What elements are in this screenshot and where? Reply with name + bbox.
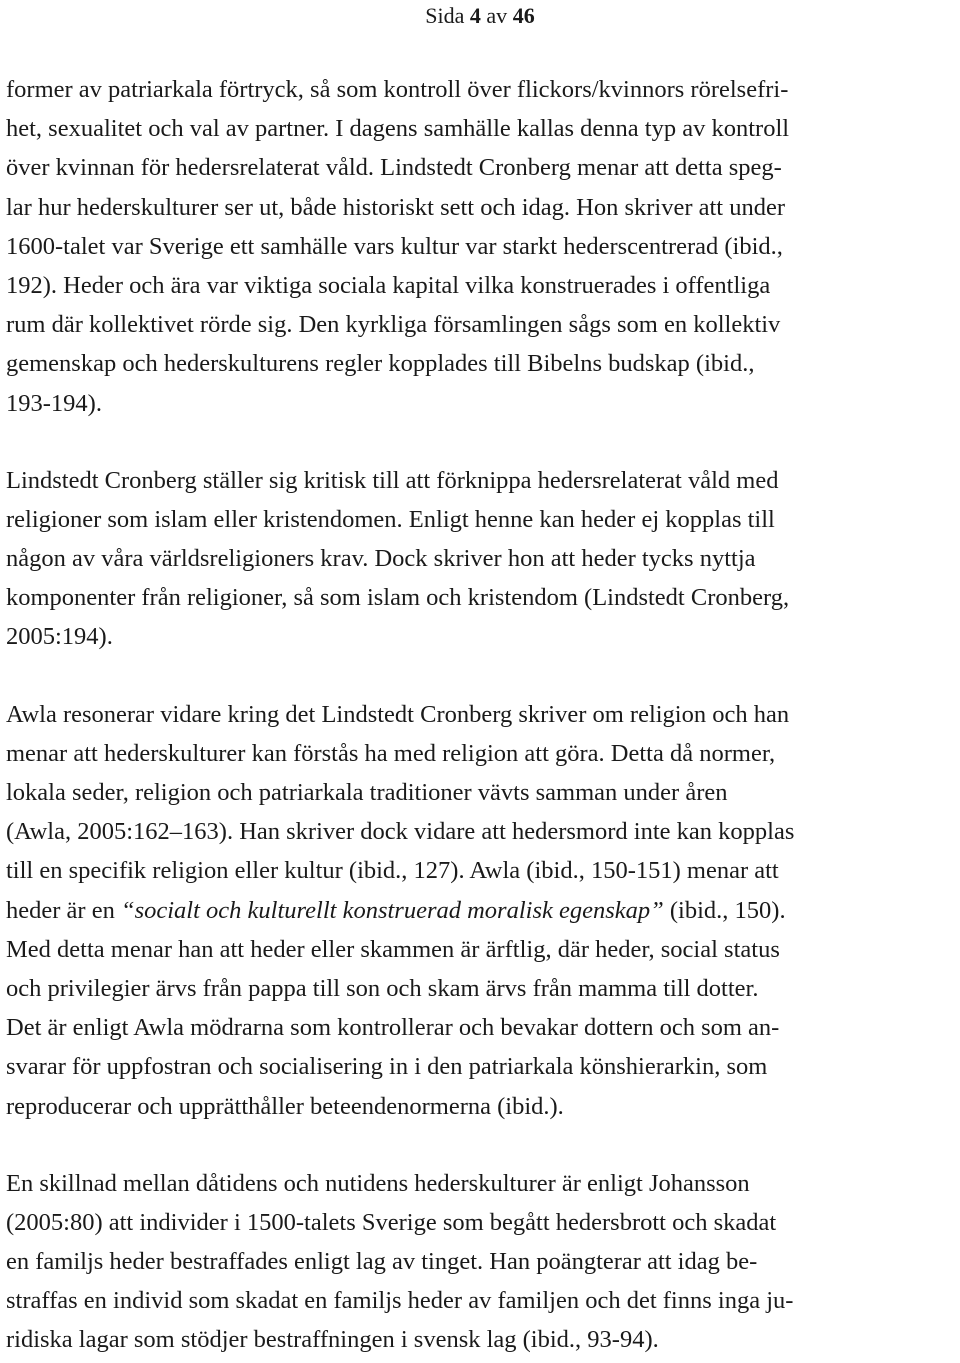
text-line: komponenter från religioner, så som islam och kristendom (Lindstedt Cronberg, — [6, 584, 790, 612]
text-line: Lindstedt Cronberg ställer sig kritisk till att förknippa hedersrelaterat våld med — [6, 466, 779, 494]
page-number-header — [0, 0, 960, 30]
text-line: En skillnad mellan dåtidens och nutidens hederskulturer är enligt Johansson — [6, 1169, 750, 1197]
text-line: menar att hederskulturer kan förstås ha med religion att göra. Detta då normer, — [6, 739, 776, 767]
text-line: svarar för uppfostran och socialisering in i den patriarkala könshierarkin, som — [6, 1053, 768, 1081]
text-line: Det är enligt Awla mödrarna som kontrollerar och bevakar dottern och som an- — [6, 1014, 780, 1042]
text-line: Med detta menar han att heder eller skammen är ärftlig, där heder, social status — [6, 935, 780, 963]
quote-line — [6, 891, 956, 930]
text-line: (Awla, 2005:162–163). Han skriver dock vidare att hedersmord inte kan kopplas — [6, 818, 795, 846]
text-line: 193-194). — [6, 389, 102, 417]
text-line: religioner som islam eller kristendomen. Enligt henne kan heder ej kopplas till — [6, 505, 775, 533]
text-line: lokala seder, religion och patriarkala traditioner vävts samman under åren — [6, 779, 728, 806]
paragraph-3 — [6, 695, 956, 1126]
text-line: 2005:194). — [6, 623, 113, 651]
paragraph-4 — [6, 1164, 956, 1360]
text-line: straffas en individ som skadat en familjs heder av familjen och det finns inga ju- — [6, 1287, 794, 1315]
text-line: någon av våra världsreligioners krav. Dock skriver hon att heder tycks nyttja — [6, 545, 756, 573]
text-line: 1600-talet var Sverige ett samhälle vars kultur var starkt hederscentrerad (ibid., — [6, 232, 783, 260]
quote-line-before: heder är en — [6, 896, 121, 924]
text-line: (2005:80) att individer i 1500-talets Sverige som begått hedersbrott och skadat — [6, 1208, 777, 1236]
text-line: över kvinnan för hedersrelaterat våld. Lindstedt Cronberg menar att detta speg- — [6, 154, 782, 182]
text-line: 192). Heder och ära var viktiga sociala kapital vilka konstruerades i offentliga — [6, 271, 771, 299]
text-line: en familjs heder bestraffades enligt lag av tinget. Han poängterar att idag be- — [6, 1248, 758, 1276]
page-label-separator: av — [480, 3, 513, 28]
current-page-number: 4 — [469, 3, 481, 28]
text-line: het, sexualitet och val av partner. I dagens samhälle kallas denna typ av kontroll — [6, 115, 790, 143]
text-line: gemenskap och hederskulturens regler kopplades till Bibelns budskap (ibid., — [6, 350, 755, 378]
text-line: former av patriarkala förtryck, så som kontroll över flickors/kvinnors rörelsefri- — [6, 76, 789, 103]
text-line: rum där kollektivet rörde sig. Den kyrkliga församlingen sågs som en kollektiv — [6, 311, 781, 339]
paragraph-1 — [6, 70, 956, 423]
italic-quote: “socialt och kulturellt konstruerad moralisk egenskap” — [120, 896, 664, 924]
total-pages-number: 46 — [512, 3, 535, 28]
text-line: ridiska lagar som stödjer bestraffningen i svensk lag (ibid., 93-94). — [6, 1326, 659, 1354]
paragraph-2 — [6, 461, 956, 657]
document-body — [6, 70, 956, 1360]
text-line: till en specifik religion eller kultur (ibid., 127). Awla (ibid., 150-151) menar att — [6, 857, 779, 885]
text-line: reproducerar och upprätthåller beteendenormerna (ibid.). — [6, 1092, 564, 1120]
quote-line-after: (ibid., 150). — [663, 896, 786, 924]
text-line: lar hur hederskulturer ser ut, både historiskt sett och idag. Hon skriver att under — [6, 193, 786, 221]
text-line: Awla resonerar vidare kring det Lindstedt Cronberg skriver om religion och han — [6, 700, 790, 728]
page-label-prefix: Sida — [425, 3, 470, 28]
text-line: och privilegier ärvs från pappa till son och skam ärvs från mamma till dotter. — [6, 974, 759, 1002]
